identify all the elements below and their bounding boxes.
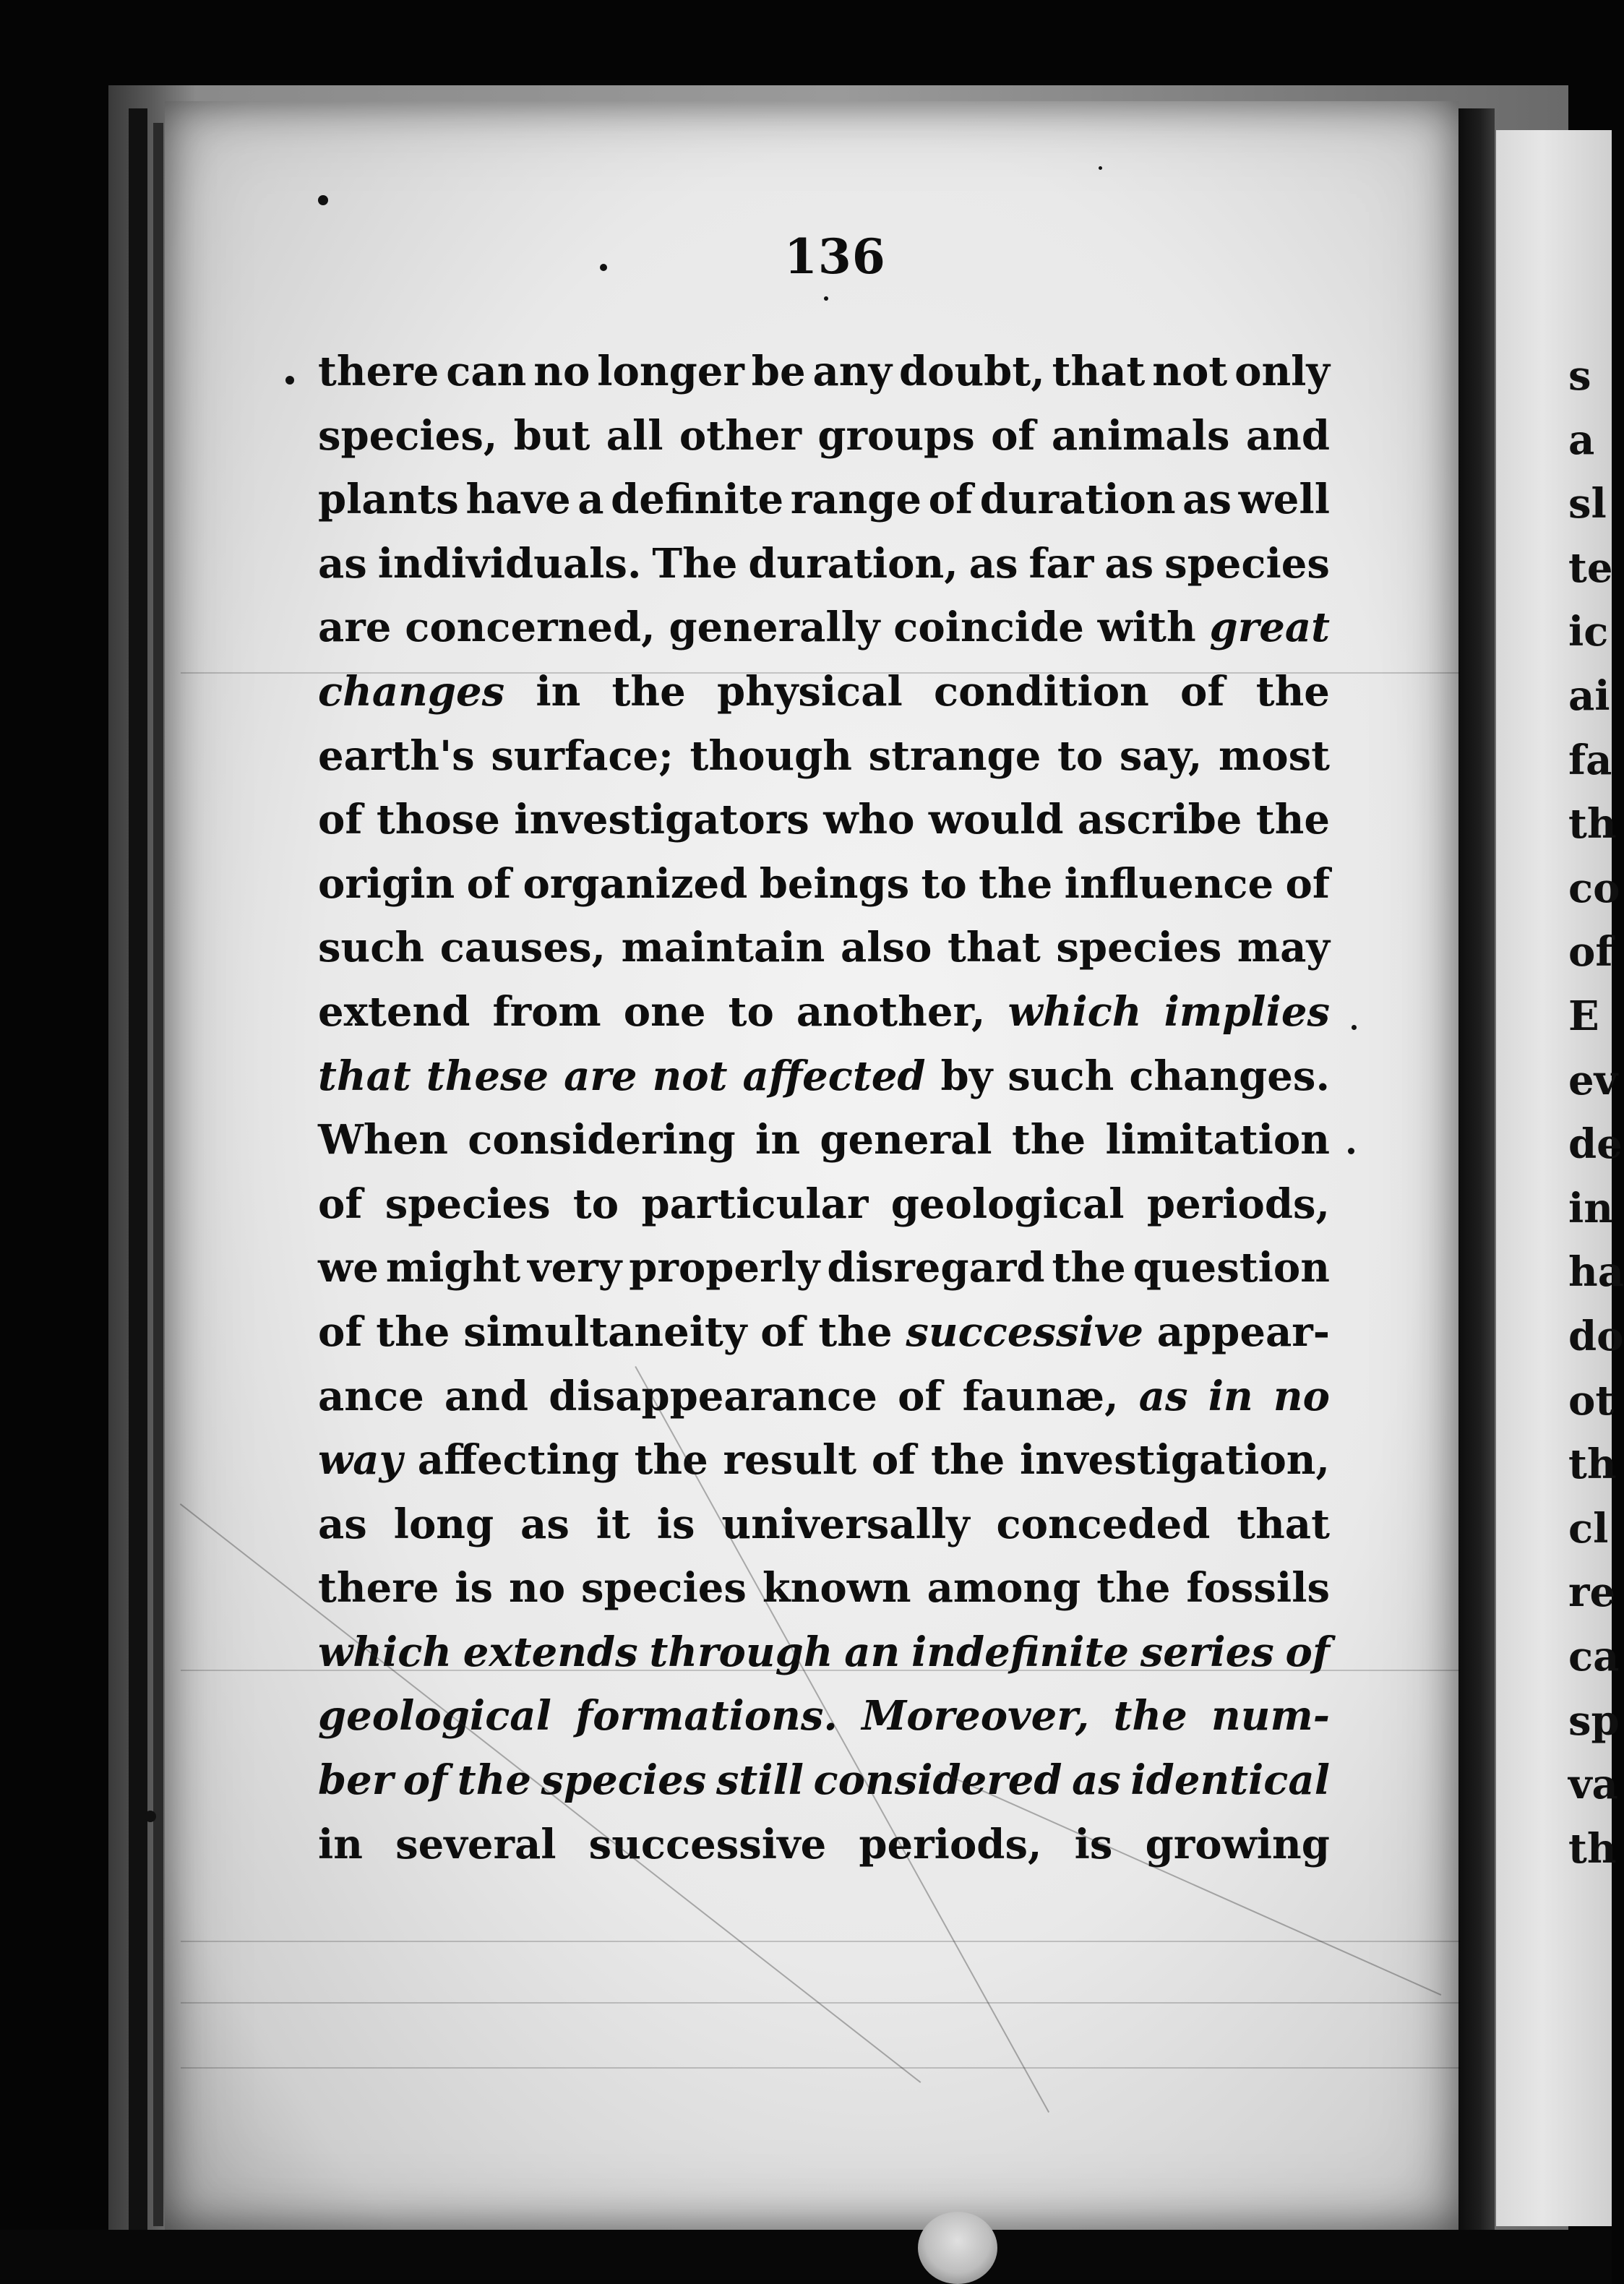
- word: the: [376, 1308, 450, 1356]
- italic-word: successive: [906, 1308, 1143, 1356]
- text-line: [318, 788, 1330, 852]
- word: disappearance: [549, 1372, 877, 1420]
- word: changes.: [1129, 1052, 1330, 1100]
- word: investigation,: [1020, 1436, 1330, 1485]
- word: of: [318, 796, 363, 844]
- word: species: [1164, 539, 1330, 588]
- text-line: [318, 1620, 1330, 1685]
- word: is: [455, 1564, 494, 1613]
- dust-speck: [1099, 166, 1102, 170]
- word: but: [513, 411, 590, 460]
- word: of: [318, 1180, 363, 1228]
- word: strange: [868, 731, 1041, 780]
- facing-page-fragment: ic: [1568, 608, 1609, 656]
- word: affecting: [417, 1436, 619, 1485]
- text-line: [318, 980, 1330, 1044]
- word: particular: [641, 1180, 869, 1228]
- word: in: [536, 667, 581, 716]
- word: a: [577, 476, 604, 524]
- italic-word: that: [318, 1052, 411, 1100]
- text-line: [318, 1108, 1330, 1172]
- italic-word: geological: [318, 1692, 551, 1740]
- text-line: [318, 1556, 1330, 1620]
- italic-word: in: [1208, 1372, 1253, 1420]
- word: organized: [523, 859, 748, 908]
- word: result: [723, 1436, 857, 1485]
- facing-page-fragment: in: [1568, 1184, 1613, 1232]
- word: longer: [597, 348, 744, 395]
- word: say,: [1119, 731, 1203, 780]
- word: the: [931, 1436, 1005, 1485]
- word: physical: [716, 667, 903, 716]
- italic-word: way: [318, 1436, 403, 1485]
- scan-line: [181, 1670, 1460, 1671]
- italic-word: considered: [813, 1756, 1062, 1805]
- word: we: [318, 1244, 379, 1292]
- word: such: [1008, 1052, 1114, 1100]
- facing-page-fragment: a: [1568, 416, 1595, 464]
- word: fossils: [1186, 1564, 1330, 1613]
- italic-word: as: [1138, 1372, 1188, 1420]
- word: to: [728, 987, 774, 1036]
- word: earth's: [318, 731, 475, 780]
- word: properly: [629, 1244, 820, 1292]
- dust-speck: [318, 195, 328, 205]
- word: the: [1052, 1244, 1126, 1292]
- facing-page-fragment: ca: [1568, 1633, 1620, 1680]
- italic-word: which: [1008, 987, 1142, 1036]
- word: generally: [669, 604, 880, 652]
- word: would: [928, 796, 1064, 844]
- italic-word: no: [1273, 1372, 1330, 1420]
- word: the: [1011, 1116, 1086, 1164]
- word: among: [927, 1564, 1081, 1613]
- word: ascribe: [1077, 796, 1242, 844]
- word: have: [465, 476, 571, 524]
- word: one: [623, 987, 706, 1036]
- word: surface;: [491, 731, 674, 780]
- word: that: [948, 924, 1041, 972]
- word: definite: [611, 476, 784, 524]
- italic-word: ber: [318, 1756, 394, 1805]
- word: of: [760, 1308, 805, 1356]
- word: origin: [318, 859, 455, 908]
- word: to: [572, 1180, 619, 1228]
- book-spine: [1458, 108, 1495, 2248]
- text-line: [318, 340, 1330, 404]
- word: as: [520, 1500, 570, 1548]
- word: animals: [1051, 411, 1230, 460]
- page-number: 136: [784, 228, 886, 285]
- word: from: [492, 987, 601, 1036]
- word: concerned,: [405, 604, 656, 652]
- word: and: [1245, 411, 1330, 460]
- dust-speck: [1352, 1025, 1357, 1030]
- facing-page-fragment: th: [1568, 1441, 1617, 1489]
- word: and: [444, 1372, 529, 1420]
- word: faunæ,: [962, 1372, 1119, 1420]
- text-line: [318, 1300, 1330, 1365]
- word: the: [1096, 1564, 1171, 1613]
- word: beings: [759, 859, 910, 908]
- word: conceded: [996, 1500, 1211, 1548]
- word: species: [384, 1180, 551, 1228]
- word: influence: [1064, 859, 1274, 908]
- word: long: [393, 1500, 494, 1548]
- word: only: [1234, 348, 1330, 395]
- text-line: [318, 1493, 1330, 1557]
- word: coincide: [893, 604, 1084, 652]
- word: to: [921, 859, 967, 908]
- word: of: [928, 476, 974, 524]
- text-line: [318, 1172, 1330, 1237]
- word: of: [871, 1436, 916, 1485]
- facing-page-fragment: te: [1568, 544, 1613, 592]
- word: condition: [934, 667, 1149, 716]
- word: disregard: [827, 1244, 1045, 1292]
- word: periods,: [1146, 1180, 1330, 1228]
- italic-word: extends: [463, 1628, 638, 1676]
- word: the: [979, 859, 1053, 908]
- italic-word: the: [1113, 1692, 1187, 1740]
- text-line: [318, 724, 1330, 789]
- word: to: [1057, 731, 1104, 780]
- word: extend: [318, 987, 471, 1036]
- facing-page-fragment: fa: [1568, 736, 1612, 784]
- word: is: [656, 1500, 695, 1548]
- word: species: [1056, 924, 1222, 972]
- dust-speck: [1348, 1148, 1354, 1154]
- word: are: [318, 604, 392, 652]
- word: very: [528, 1244, 622, 1292]
- italic-word: which: [318, 1628, 452, 1676]
- word: universally: [721, 1500, 970, 1548]
- text-line: [318, 1428, 1330, 1493]
- word: of: [318, 1308, 363, 1356]
- italic-word: the: [457, 1756, 531, 1805]
- scan-line: [181, 2067, 1460, 2069]
- word: considering: [468, 1116, 736, 1164]
- word: of: [1180, 667, 1225, 716]
- italic-word: not: [652, 1052, 728, 1100]
- word: no: [509, 1564, 566, 1613]
- word: groups: [817, 411, 975, 460]
- italic-word: species: [541, 1756, 707, 1805]
- italic-word: as: [1072, 1756, 1121, 1805]
- word: as: [1104, 539, 1154, 588]
- italic-word: Moreover,: [862, 1692, 1090, 1740]
- facing-page-fragment: ha: [1568, 1248, 1624, 1297]
- dust-speck: [824, 296, 828, 301]
- word: growing: [1145, 1820, 1330, 1868]
- dust-speck: [145, 1811, 156, 1822]
- word: causes,: [439, 924, 606, 972]
- facing-page-fragment: ev: [1568, 1056, 1618, 1104]
- text-line: [318, 852, 1330, 916]
- word: geological: [890, 1180, 1125, 1228]
- text-line: [318, 916, 1330, 980]
- italic-word: an: [844, 1628, 901, 1676]
- facing-page-fragment: s: [1568, 352, 1591, 400]
- italic-word: implies: [1164, 987, 1330, 1036]
- word: most: [1218, 731, 1330, 780]
- word: though: [689, 731, 853, 780]
- word: appear-: [1156, 1308, 1330, 1356]
- word: several: [395, 1820, 557, 1868]
- facing-page-fragment: th: [1568, 800, 1617, 849]
- text-line: [318, 404, 1330, 468]
- italic-word: are: [564, 1052, 637, 1100]
- word: species: [581, 1564, 747, 1613]
- word: any: [812, 348, 893, 395]
- word: other: [679, 411, 802, 460]
- word: maintain: [621, 924, 825, 972]
- facing-page-fragment: de: [1568, 1120, 1623, 1169]
- facing-page-fragment: ot: [1568, 1376, 1615, 1425]
- italic-word: formations.: [575, 1692, 838, 1740]
- word: is: [1074, 1820, 1113, 1868]
- text-line: [318, 1365, 1330, 1429]
- italic-word: great: [1209, 604, 1330, 652]
- word: known: [762, 1564, 911, 1613]
- word: can: [446, 348, 527, 395]
- word: far: [1028, 539, 1094, 588]
- word: question: [1133, 1244, 1330, 1292]
- word: of: [1285, 859, 1330, 908]
- word: simultaneity: [463, 1308, 747, 1356]
- word: plants: [318, 476, 459, 524]
- word: with: [1097, 604, 1196, 652]
- word: When: [318, 1116, 448, 1164]
- italic-word: of: [403, 1756, 448, 1805]
- facing-page: [1496, 130, 1624, 2226]
- word: as: [318, 1500, 367, 1548]
- word: that: [1237, 1500, 1330, 1548]
- word: it: [596, 1500, 630, 1548]
- facing-page-fragment: ai: [1568, 672, 1610, 720]
- left-gutter-shadow: [129, 108, 147, 2233]
- dust-speck: [285, 376, 294, 385]
- italic-word: still: [716, 1756, 804, 1805]
- italic-word: affected: [742, 1052, 926, 1100]
- word: The: [652, 539, 738, 588]
- facing-page-fragment: th: [1568, 1824, 1617, 1873]
- text-line: [318, 1684, 1330, 1748]
- text-line: [318, 1044, 1330, 1109]
- word: species,: [318, 411, 498, 460]
- word: in: [318, 1820, 363, 1868]
- body-text: [318, 340, 1330, 1876]
- word: range: [790, 476, 922, 524]
- word: duration: [979, 476, 1176, 524]
- word: ance: [318, 1372, 424, 1420]
- text-line: [318, 1236, 1330, 1300]
- word: in: [755, 1116, 801, 1164]
- word: as: [1182, 476, 1232, 524]
- word: of: [991, 411, 1036, 460]
- text-line: [318, 660, 1330, 724]
- word: well: [1238, 476, 1330, 524]
- word: that: [1052, 348, 1146, 395]
- word: the: [818, 1308, 893, 1356]
- italic-word: these: [426, 1052, 549, 1100]
- text-line: [318, 1813, 1330, 1877]
- facing-page-fragment: sl: [1568, 480, 1607, 528]
- word: the: [611, 667, 686, 716]
- italic-word: num-: [1211, 1692, 1330, 1740]
- word: the: [1255, 667, 1330, 716]
- text-line: [318, 468, 1330, 532]
- word: duration,: [748, 539, 958, 588]
- facing-page-fragment: co: [1568, 864, 1620, 912]
- word: who: [823, 796, 915, 844]
- word: those: [376, 796, 500, 844]
- word: be: [751, 348, 806, 395]
- word: the: [634, 1436, 708, 1485]
- word: of: [898, 1372, 942, 1420]
- bottom-film-edge: [0, 2230, 1612, 2284]
- word: might: [385, 1244, 521, 1292]
- facing-page-fragment: sp: [1568, 1696, 1620, 1745]
- word: by: [940, 1052, 993, 1100]
- italic-word: changes: [318, 667, 505, 716]
- scanner-clip: [918, 2212, 997, 2284]
- facing-page-fragment: of: [1568, 928, 1613, 976]
- word: also: [840, 924, 932, 972]
- word: another,: [796, 987, 986, 1036]
- word: as: [318, 539, 367, 588]
- italic-word: indefinite: [911, 1628, 1129, 1676]
- word: no: [533, 348, 590, 395]
- word: of: [466, 859, 512, 908]
- word: there: [318, 348, 439, 395]
- word: as: [968, 539, 1018, 588]
- facing-page-fragment: do: [1568, 1313, 1624, 1360]
- scan-line: [181, 672, 1460, 674]
- word: the: [1255, 796, 1330, 844]
- scan-line: [181, 1941, 1460, 1942]
- facing-page-fragment: re: [1568, 1568, 1616, 1617]
- word: may: [1237, 924, 1330, 972]
- facing-page-fragment: E: [1568, 992, 1599, 1040]
- word: successive: [588, 1820, 827, 1868]
- dust-speck: [600, 264, 607, 271]
- word: periods,: [859, 1820, 1042, 1868]
- word: investigators: [514, 796, 809, 844]
- word: there: [318, 1564, 439, 1613]
- word: all: [606, 411, 663, 460]
- facing-page-fragment: va: [1568, 1761, 1618, 1809]
- word: not: [1152, 348, 1228, 395]
- word: individuals.: [377, 539, 642, 588]
- facing-page-fragment: cl: [1568, 1504, 1609, 1553]
- italic-word: series: [1140, 1628, 1274, 1676]
- text-line: [318, 596, 1330, 660]
- word: doubt,: [898, 348, 1045, 395]
- text-line: [318, 532, 1330, 596]
- word: limitation: [1105, 1116, 1330, 1164]
- word: general: [820, 1116, 992, 1164]
- italic-word: through: [649, 1628, 833, 1676]
- italic-word: of: [1285, 1628, 1330, 1676]
- left-page-edge: [153, 123, 163, 2226]
- italic-word: identical: [1130, 1756, 1330, 1805]
- text-line: [318, 1748, 1330, 1813]
- word: such: [318, 924, 425, 972]
